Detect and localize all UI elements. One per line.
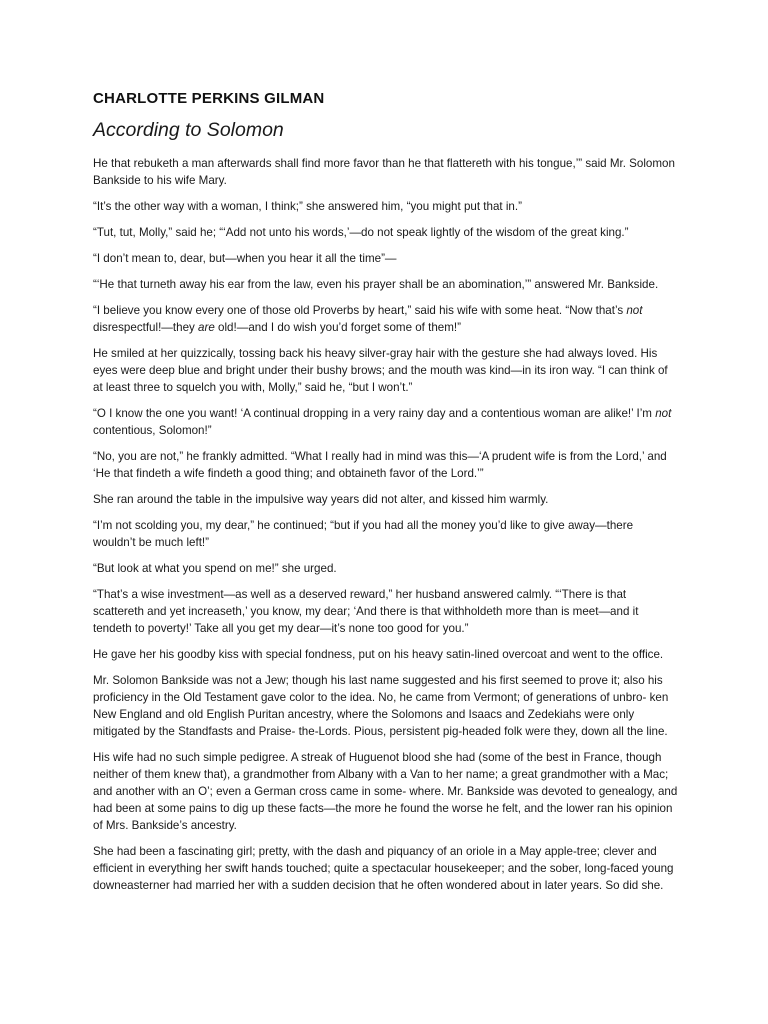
paragraph-text: contentious, Solomon!” [93, 424, 212, 437]
paragraph-text: old!—and I do wish you’d forget some of them!” [214, 321, 461, 334]
paragraph-text: “But look at what you spend on me!” she urged. [93, 562, 337, 575]
paragraph-text: “It’s the other way with a woman, I think;” she answered him, “you might put that in.” [93, 200, 522, 213]
paragraph [93, 586, 678, 637]
paragraph [93, 155, 678, 189]
italic-text: not [626, 304, 643, 317]
paragraph-text: He smiled at her quizzically, tossing back his heavy silver-gray hair with the gesture she had always loved. His eyes were deep blue and bright under their bushy brows; and the mouth was kind—in its iron way. “I can think of at least three to squelch you with, Molly,” said he, “but I won’t.” [93, 347, 668, 394]
paragraph [93, 517, 678, 551]
paragraph [93, 448, 678, 482]
story-title: According to Solomon [93, 119, 284, 141]
paragraph [93, 843, 678, 894]
paragraph-text: She ran around the table in the impulsive way years did not alter, and kissed him warmly. [93, 493, 549, 506]
paragraph-text: “Tut, tut, Molly,” said he; “‘Add not unto his words,’—do not speak lightly of the wisdom of the great king.” [93, 226, 629, 239]
italic-text: are [198, 321, 215, 334]
author-name: CHARLOTTE PERKINS GILMAN [93, 90, 325, 107]
paragraph-text: disrespectful!—they [93, 321, 199, 334]
paragraph [93, 672, 678, 740]
story-body [93, 155, 678, 894]
paragraph-text: He that rebuketh a man afterwards shall find more favor than he that flattereth with his tongue,’” said Mr. Solomon Bankside to his wife Mary. [93, 157, 675, 187]
paragraph [93, 276, 678, 293]
paragraph-text: “I don’t mean to, dear, but—when you hear it all the time”— [93, 252, 397, 265]
paragraph [93, 224, 678, 241]
italic-text: not [655, 407, 672, 420]
paragraph-text: He gave her his goodby kiss with special fondness, put on his heavy satin-lined overcoat and went to the office. [93, 648, 664, 661]
paragraph-text: “I believe you know every one of those old Proverbs by heart,” said his wife with some heat. “Now that’s [93, 304, 627, 317]
paragraph [93, 405, 678, 439]
paragraph-text: She had been a fascinating girl; pretty, with the dash and piquancy of an oriole in a May apple-tree; clever and efficient in everything her swift hands touched; quite a spectacular housekeeper; and the sober, long-faced young downeasterner had married her with a sudden decision that he often wondered about in later years. So did she. [93, 845, 674, 892]
paragraph [93, 749, 678, 834]
paragraph-text: His wife had no such simple pedigree. A streak of Huguenot blood she had (some of the best in France, though neither of them knew that), a grandmother from Albany with a Van to her name; a great grandmother with a Mac; and another with an O’; even a German cross came in some- where. Mr. Bankside was devoted to genealogy, and had been at some pains to dig up these facts—the more he found the worse he felt, and the lower ran his opinion of Mrs. Bankside’s ancestry. [93, 751, 678, 832]
paragraph-text: “‘He that turneth away his ear from the law, even his prayer shall be an abomination,’” answered Mr. Bankside. [93, 278, 659, 291]
document-page [93, 90, 678, 903]
paragraph [93, 345, 678, 396]
paragraph [93, 560, 678, 577]
paragraph-text: “No, you are not,” he frankly admitted. “What I really had in mind was this—‘A prudent wife is from the Lord,’ and ‘He that findeth a wife findeth a good thing; and obtaineth favor of the Lord.’” [93, 450, 667, 480]
paragraph-text: “I’m not scolding you, my dear,” he continued; “but if you had all the money you’d like to give away—there wouldn’t be much left!” [93, 519, 634, 549]
paragraph-text: “O I know the one you want! ‘A continual dropping in a very rainy day and a contentious woman are alike!’ I’m [93, 407, 656, 420]
paragraph [93, 646, 678, 663]
paragraph-text: “That’s a wise investment—as well as a deserved reward,” her husband answered calmly. “‘There is that scattereth and yet increaseth,’ you know, my dear; ‘And there is that withholdeth more than is meet—and it tendeth to poverty!’ Take all you get my dear—it’s none too good for you.” [93, 588, 639, 635]
paragraph-text: Mr. Solomon Bankside was not a Jew; though his last name suggested and his first seemed to prove it; also his proficiency in the Old Testament gave color to the idea. No, he came from Vermont; of generations of unbro- ken New England and old English Puritan ancestry, where the Solomons and Isaacs and Zedekiahs were only mitigated by the Standfasts and Praise- the-Lords. Pious, persistent pig-headed folk were they, down all the line. [93, 674, 669, 738]
paragraph [93, 198, 678, 215]
paragraph [93, 250, 678, 267]
paragraph [93, 491, 678, 508]
paragraph [93, 302, 678, 336]
